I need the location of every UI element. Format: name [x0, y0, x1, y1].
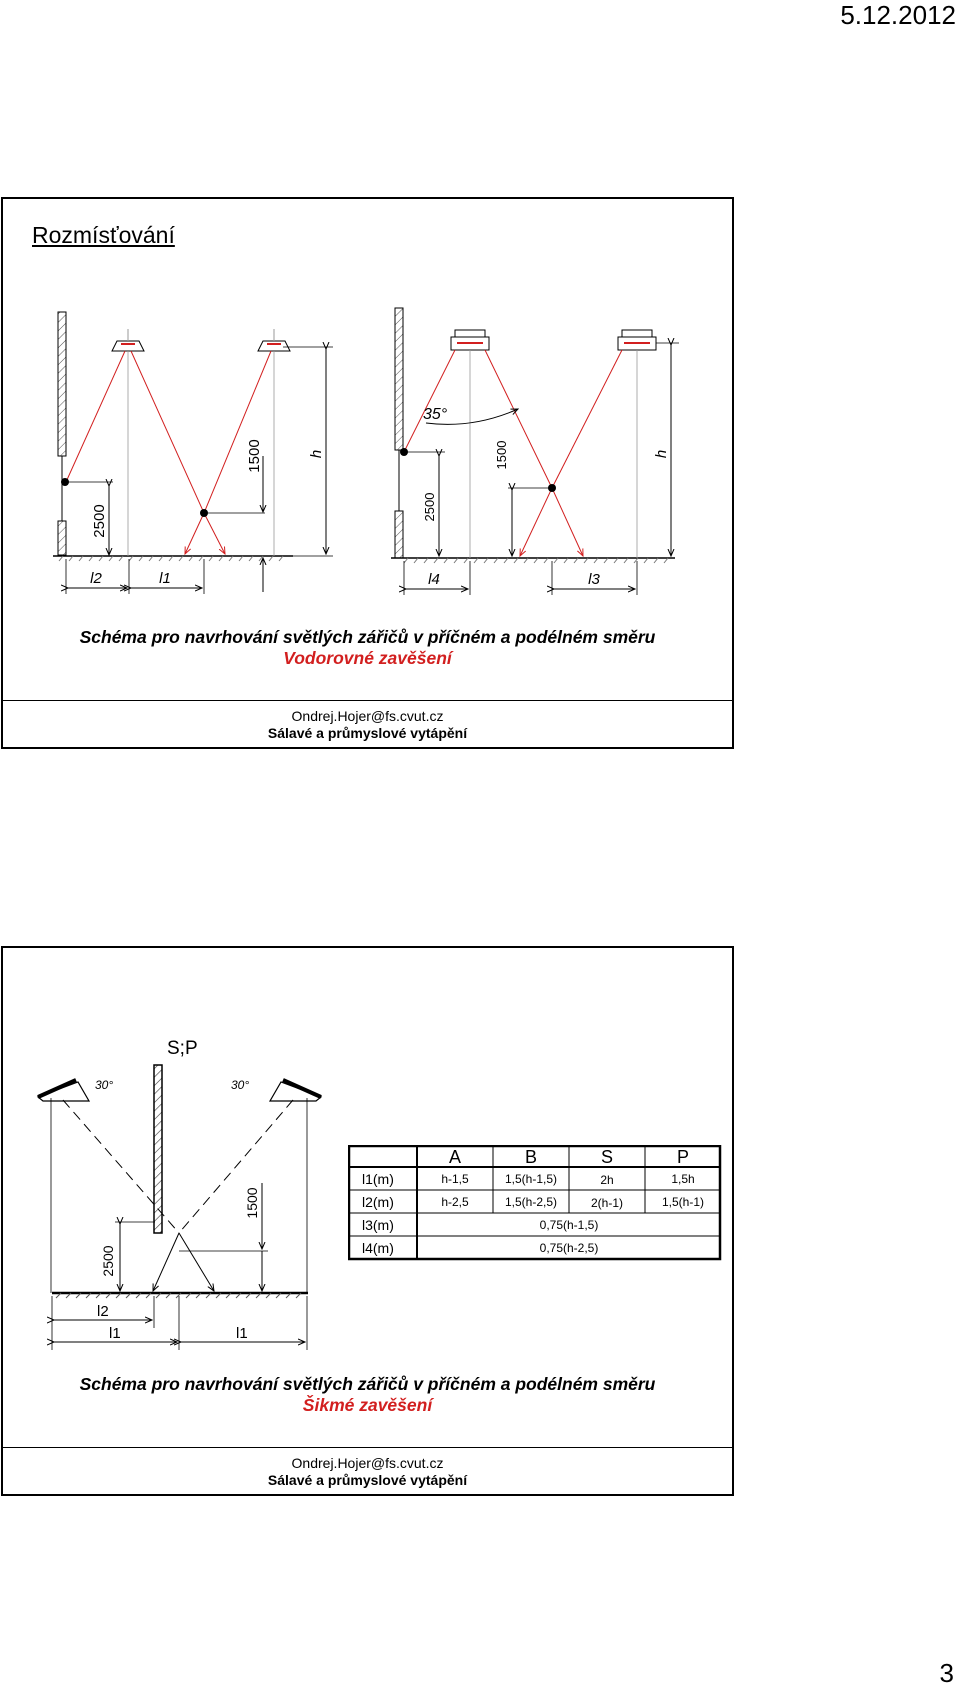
angle-label-left: 30°: [95, 1078, 114, 1092]
left-dim-l2: l2: [90, 570, 102, 587]
table-cell: 1,5(h-2,5): [504, 1195, 558, 1209]
slide1-caption: [3, 627, 732, 669]
table-cell: h-2,5: [441, 1195, 469, 1209]
footer-email: Ondrej.Hojer@fs.cvut.cz: [291, 708, 444, 724]
table-cell: 1,5h: [671, 1172, 695, 1186]
left-dim-l1: l1: [159, 570, 171, 587]
footer-course: Sálavé a průmyslové vytápění: [267, 725, 468, 741]
caption-line-2: Vodorovné zavěšení: [283, 648, 452, 668]
dim-l2: l2: [97, 1303, 109, 1320]
dim-l1-right: l1: [236, 1325, 248, 1342]
right-dim-l4: l4: [428, 571, 440, 588]
right-dim-l3: l3: [588, 571, 600, 588]
slide-title: Rozmísťování: [32, 222, 175, 248]
page-number: 3: [939, 1658, 954, 1688]
table-cell: 1,5(h-1,5): [504, 1172, 558, 1186]
table-row-label: l4(m): [362, 1240, 394, 1256]
wall-partition: [154, 1065, 162, 1233]
date-header: 5.12.2012: [840, 0, 956, 30]
slide1-footer: [3, 708, 732, 742]
right-radiation-rays: [404, 350, 622, 556]
caption-line-1: Schéma pro navrhování světlých zářičů v příčném a podélném směru: [79, 627, 656, 647]
table-row-label: l2(m): [362, 1194, 394, 1210]
footer-course: Sálavé a průmyslové vytápění: [267, 1472, 468, 1488]
left-dim-2500: 2500: [91, 504, 108, 538]
footer-divider: [3, 700, 732, 701]
left-heater-2: [258, 329, 290, 351]
footer-divider: [3, 1447, 732, 1448]
table-header-b: B: [524, 1147, 538, 1167]
tilted-heater-left: [38, 1080, 89, 1101]
caption-line-2: Šikmé zavěšení: [302, 1395, 433, 1415]
spacing-table: [348, 1145, 722, 1261]
right-dim-2500: 2500: [422, 492, 437, 522]
table-header-s: S: [600, 1147, 614, 1167]
left-dim-1500: 1500: [246, 439, 263, 473]
slide2-caption: [3, 1374, 732, 1416]
table-cell: 2h: [600, 1173, 614, 1187]
right-dim-1500: 1500: [494, 440, 509, 470]
caption-line-1: Schéma pro navrhování světlých zářičů v příčném a podélném směru: [79, 1374, 656, 1394]
table-cell: 1,5(h-1): [661, 1195, 705, 1209]
dim-2500: 2500: [100, 1245, 116, 1277]
right-wall: [395, 308, 403, 558]
label-sp: S;P: [167, 1038, 198, 1059]
dim-l1-left: l1: [109, 1325, 121, 1342]
left-wall: [58, 312, 66, 555]
table-cell: 2(h-1): [590, 1196, 624, 1210]
left-dim-h: h: [308, 449, 325, 459]
table-cell-merged: 0,75(h-1,5): [539, 1218, 599, 1232]
footer-email: Ondrej.Hojer@fs.cvut.cz: [291, 1455, 444, 1471]
dim-1500: 1500: [244, 1187, 260, 1219]
table-cell-merged: 0,75(h-2,5): [539, 1241, 599, 1255]
right-angle-label: 35°: [423, 406, 448, 423]
table-header-p: P: [676, 1147, 690, 1167]
slide-tilted-mounting: [1, 946, 734, 1496]
slide2-footer: [3, 1455, 732, 1489]
table-cell: h-1,5: [441, 1172, 469, 1186]
table-row-label: l1(m): [362, 1171, 394, 1187]
table-row-label: l3(m): [362, 1217, 394, 1233]
tilted-heater-right: [270, 1080, 321, 1101]
slide-horizontal-mounting: [1, 197, 734, 749]
diagram-horizontal-mounting: [3, 199, 732, 599]
right-heater-2: [618, 330, 656, 350]
table-header-a: A: [448, 1147, 462, 1167]
left-heater-1: [112, 329, 144, 351]
right-heater-1: [451, 330, 489, 350]
angle-label-right: 30°: [231, 1078, 250, 1092]
right-dim-h: h: [653, 449, 670, 459]
